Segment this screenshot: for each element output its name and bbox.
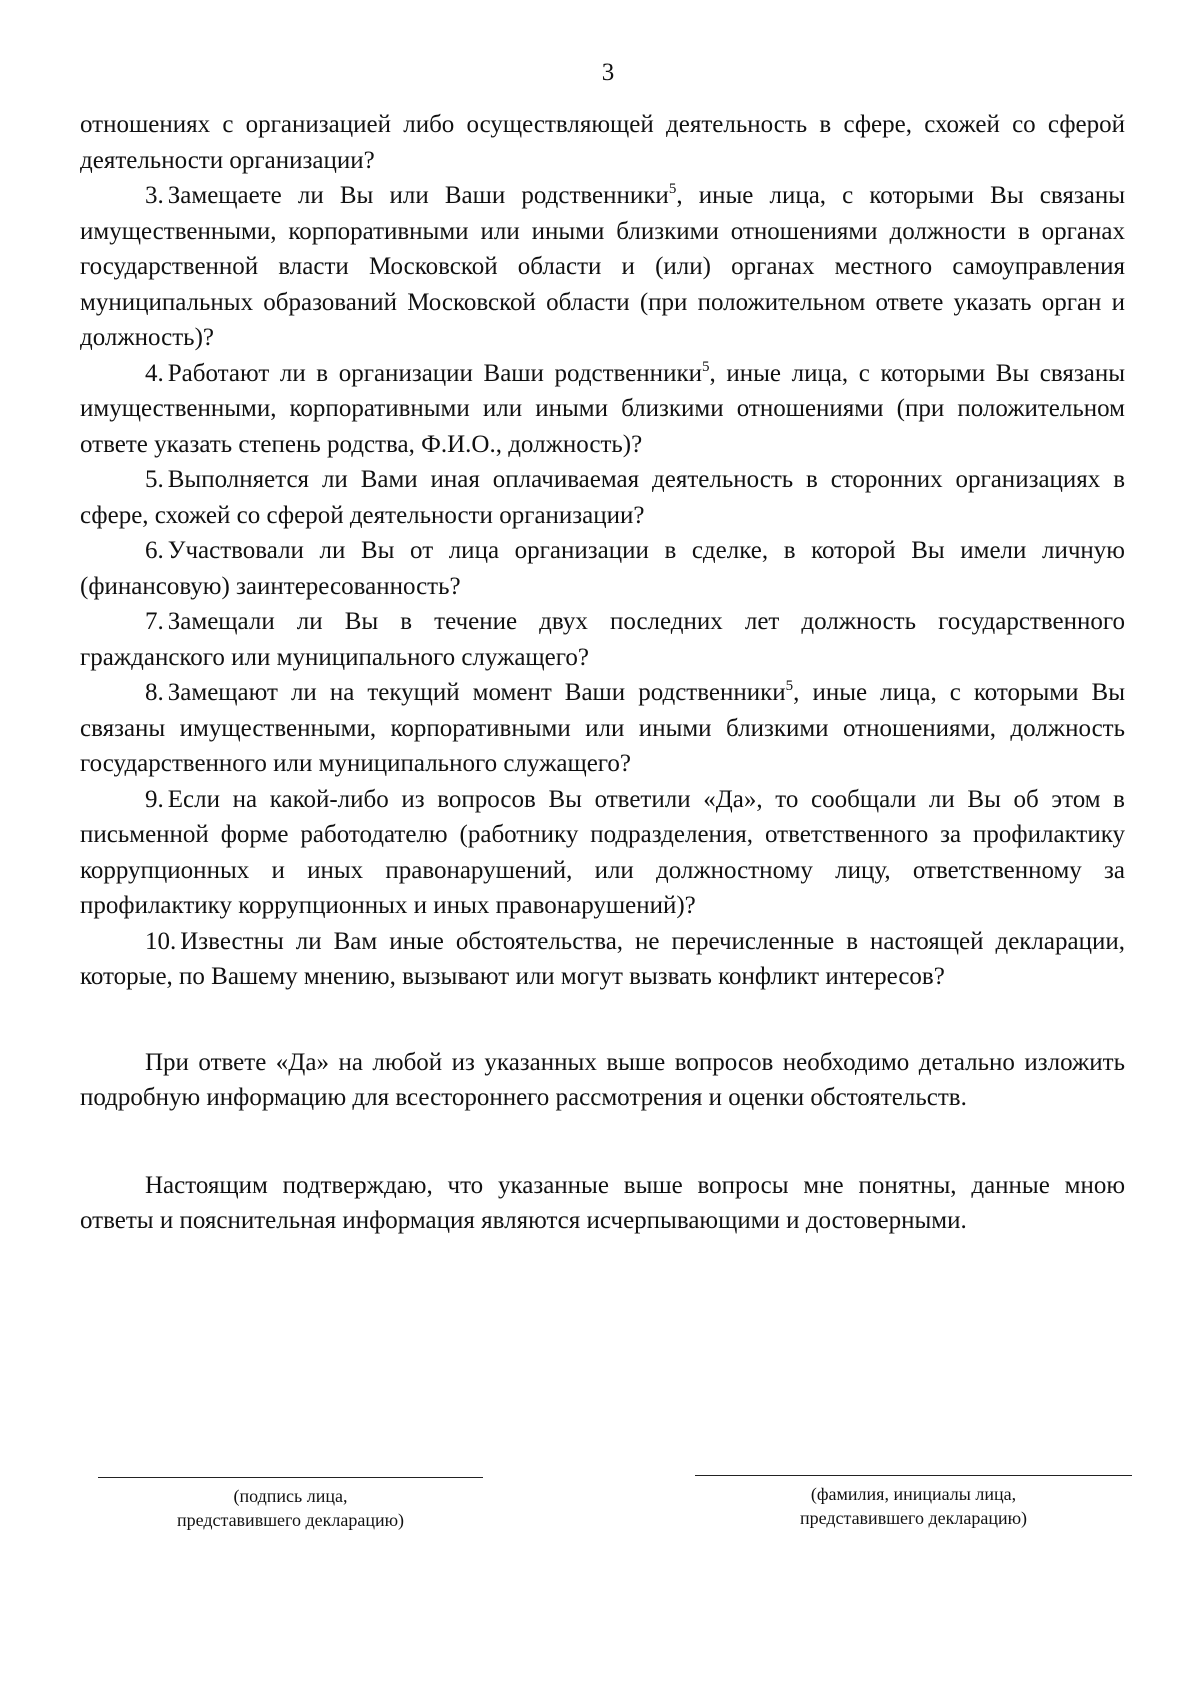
note-paragraph: При ответе «Да» на любой из указанных выше вопросов необходимо детально изложить подробную информацию для всестороннего рассмотрения и оценки обстоятельств. [80,1048,1125,1111]
question-6 [80,533,1125,604]
question-text: Работают ли в организации Ваши родственники [167,359,702,387]
question-text: Выполняется ли Вами иная оплачиваемая деятельность в сторонних организациях в сфере, схожей со сферой деятельности организации? [80,466,1125,529]
question-9 [80,782,1125,924]
question-number: 7. [145,608,164,635]
question-text-cont: , иные лица, с которыми Вы связаны имущественными, корпоративными или иными близкими отношениями, должность государственного или муниципального служащего? [80,679,1125,777]
footnote-ref: 5 [701,358,710,375]
question-text: Замещаете ли Вы или Ваши родственники [167,182,669,209]
signature-caption-line-2: представившего декларацию) [176,1510,405,1530]
name-caption-line-1: (фамилия, инициалы лица, [810,1484,1017,1504]
question-text: Известны ли Вам иные обстоятельства, не перечисленные в настоящей декларации, которые, по Вашему мнению, вызывают или могут вызвать конфликт интересов? [80,927,1125,990]
question-text: Если на какой-либо из вопросов Вы ответили «Да», то сообщали ли Вы об этом в письменной форме работодателю (работнику подразделения, ответственного за профилактику коррупционных и иных правонарушений, или должностному лицу, ответственному за профилактику коррупционных и иных правонарушений)? [80,785,1125,919]
signature-field [98,1477,483,1532]
confirmation-paragraph: Настоящим подтверждаю, что указанные выше вопросы мне понятны, данные мною ответы и пояснительная информация являются исчерпывающими и достоверными. [80,1171,1125,1234]
question-number: 9. [145,785,164,813]
question-number: 5. [145,466,164,493]
continued-paragraph: отношениях с организацией либо осуществляющей деятельность в сфере, схожей со сферой деятельности организации? [80,111,1125,174]
question-8 [80,675,1125,782]
question-number: 3. [145,182,164,209]
question-text-cont: , иные лица, с которыми Вы связаны имущественными, корпоративными или иными близкими отношениями должности в органах государственной власти Московской области и (или) органах местного самоуправления муниципальных образований Московской области (при положительном ответе указать орган и должность)? [80,182,1126,351]
question-3 [80,178,1125,356]
name-caption-line-2: представившего декларацию) [799,1508,1028,1528]
question-text: Замещали ли Вы в течение двух последних лет должность государственного гражданского или муниципального служащего? [80,608,1125,671]
signature-line [98,1477,483,1478]
footnote-ref: 5 [668,181,677,197]
question-4 [80,356,1125,463]
question-5 [80,462,1125,533]
name-line [695,1475,1132,1476]
question-number: 4. [145,359,164,387]
question-number: 10. [145,927,177,955]
question-number: 6. [145,537,164,564]
question-7 [80,604,1125,675]
question-number: 8. [145,679,164,706]
question-10 [80,924,1125,995]
question-text: Замещают ли на текущий момент Ваши родственники [167,679,786,706]
footnote-ref: 5 [785,678,794,694]
question-text: Участвовали ли Вы от лица организации в сделке, в которой Вы имели личную (финансовую) заинтересованность? [80,537,1125,600]
name-field [695,1475,1132,1530]
question-text-cont: , иные лица, с которыми Вы связаны имущественными, корпоративными или иными близкими отношениями (при положительном ответе указать степень родства, Ф.И.О., должность)? [80,359,1126,458]
signature-caption-line-1: (подпись лица, [233,1486,348,1506]
document-body [80,107,1125,1239]
page-number: 3 [601,59,615,86]
